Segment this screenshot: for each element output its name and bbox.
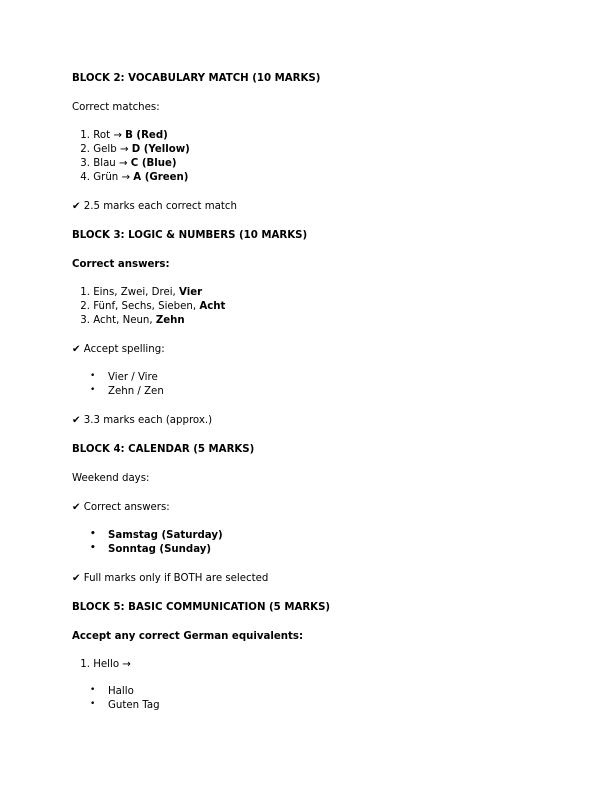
- list-item: 3. Blau → C (Blue): [80, 158, 177, 169]
- list-item: 4. Grün → A (Green): [80, 172, 189, 183]
- block4-intro: Weekend days:: [72, 473, 150, 484]
- block3-note: ✔ 3.3 marks each (approx.): [72, 415, 213, 426]
- list-item: 2. Fünf, Sechs, Sieben, Acht: [80, 301, 226, 312]
- block2-note: ✔ 2.5 marks each correct match: [72, 201, 237, 212]
- list-item: 3. Acht, Neun, Zehn: [80, 315, 185, 326]
- bullet-icon: •: [90, 699, 96, 709]
- list-item: 1. Rot → B (Red): [80, 130, 168, 141]
- list-item: Samstag (Saturday): [108, 530, 223, 541]
- block2-heading: BLOCK 2: VOCABULARY MATCH (10 MARKS): [72, 73, 321, 84]
- bullet-icon: •: [90, 543, 96, 553]
- block3-heading: BLOCK 3: LOGIC & NUMBERS (10 MARKS): [72, 230, 308, 241]
- list-item: 1. Eins, Zwei, Drei, Vier: [80, 287, 203, 298]
- bullet-icon: •: [90, 685, 96, 695]
- list-item: Zehn / Zen: [108, 386, 164, 397]
- block4-answers-label: ✔ Correct answers:: [72, 502, 170, 513]
- list-item: 1. Hello →: [80, 659, 131, 670]
- list-item: Sonntag (Sunday): [108, 544, 212, 555]
- block4-note: ✔ Full marks only if BOTH are selected: [72, 573, 269, 584]
- bullet-icon: •: [90, 385, 96, 395]
- bullet-icon: •: [90, 529, 96, 539]
- list-item: Hallo: [108, 686, 134, 697]
- block5-heading: BLOCK 5: BASIC COMMUNICATION (5 MARKS): [72, 602, 331, 613]
- bullet-icon: •: [90, 371, 96, 381]
- list-item: 2. Gelb → D (Yellow): [80, 144, 190, 155]
- block2-intro: Correct matches:: [72, 102, 160, 113]
- block4-heading: BLOCK 4: CALENDAR (5 MARKS): [72, 444, 255, 455]
- list-item: Guten Tag: [108, 700, 160, 711]
- list-item: Vier / Vire: [108, 372, 158, 383]
- block3-spelling-note: ✔ Accept spelling:: [72, 344, 165, 355]
- block3-intro: Correct answers:: [72, 259, 170, 270]
- block5-intro: Accept any correct German equivalents:: [72, 631, 304, 642]
